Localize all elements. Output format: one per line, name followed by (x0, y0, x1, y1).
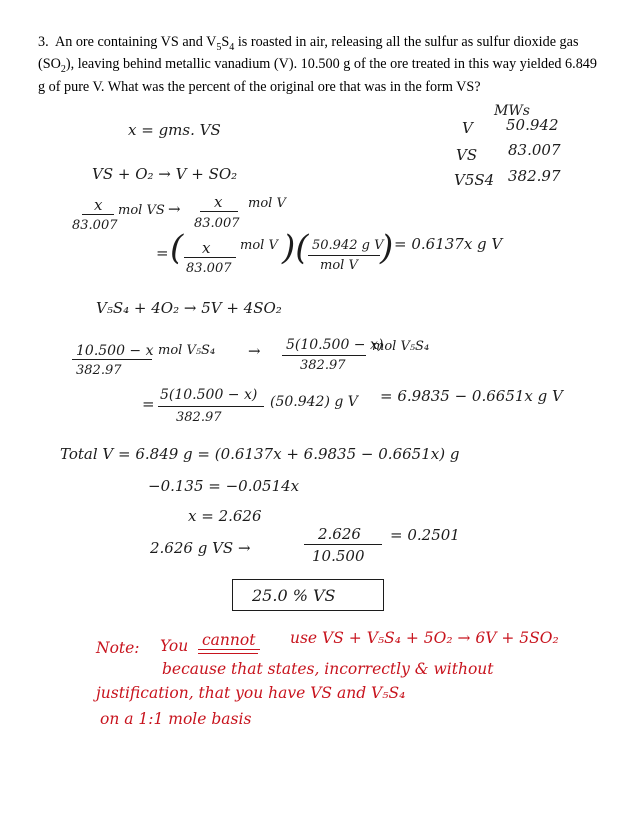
fraction-bar (158, 406, 264, 407)
problem-text-b: S (221, 34, 230, 50)
step2-den: 83.007 (186, 261, 232, 276)
step3-den: 382.97 (76, 363, 122, 378)
step2-result: = 0.6137x g V (394, 235, 503, 253)
step4-mid: (50.942) g V (270, 394, 358, 410)
reaction-1: VS + O₂ → V + SO₂ (92, 165, 238, 183)
step3-rhs-num: 5(10.500 − x) (286, 337, 384, 353)
close-paren: ) (380, 228, 394, 268)
work-line-c-den: 10.500 (312, 547, 365, 565)
fraction-bar (282, 355, 366, 356)
mw-value-vs: 83.007 (508, 141, 561, 159)
step4-eq: = (142, 395, 155, 413)
note-line2: because that states, incorrectly & without (162, 660, 494, 678)
note-line1-b: use VS + V₅S₄ + 5O₂ → 6V + 5SO₂ (290, 629, 559, 647)
step3-arrow: → (248, 342, 261, 360)
subscript: 2 (60, 64, 66, 76)
fraction-bar (308, 255, 380, 256)
mw-header: MWs (494, 103, 530, 119)
step2-conv-den: mol V (320, 258, 358, 273)
step3-num: 10.500 − x (76, 343, 154, 359)
work-line-a: −0.135 = −0.0514x (148, 477, 300, 495)
step2-unit: mol V (240, 238, 278, 253)
step4-num: 5(10.500 − x) (160, 387, 258, 403)
mw-species-v: V (462, 119, 473, 137)
fraction-bar (304, 544, 382, 545)
mw-value-v5s4: 382.97 (508, 167, 561, 185)
mw-value-v: 50.942 (506, 116, 559, 134)
step1-num: x (94, 196, 103, 214)
total-v-equation: Total V = 6.849 g = (0.6137x + 6.9835 − 0.6651x) g (60, 445, 460, 463)
problem-text-a: An ore containing VS and V (54, 34, 217, 50)
step3-rhs-unit: mol V₅S₄ (372, 339, 430, 354)
subscript: 4 (229, 41, 235, 53)
note-line1-a: You (160, 637, 189, 655)
step3-unit: mol V₅S₄ (158, 343, 216, 358)
subscript: 5 (216, 41, 222, 53)
step4-result: = 6.9835 − 0.6651x g V (380, 387, 563, 405)
step1-unit: mol VS (118, 203, 165, 218)
problem-text-c: is roasted in air, releasing all the sulfur as sulfur dioxide gas (SO (38, 34, 579, 73)
mw-species-vs: VS (456, 146, 478, 164)
work-line-c-num: 2.626 (318, 525, 361, 543)
reaction-2: V₅S₄ + 4O₂ → 5V + 4SO₂ (96, 299, 282, 317)
mw-species-v5s4: V5S4 (454, 171, 495, 189)
step1-arrow: → (168, 200, 181, 218)
emphasis-underline (198, 649, 260, 650)
step3-rhs-den: 382.97 (300, 358, 346, 373)
fraction-bar (200, 211, 238, 212)
fraction-bar (72, 359, 152, 360)
open-paren: ( (170, 228, 184, 268)
x-definition: x = gms. VS (128, 121, 221, 139)
step1-rhs-unit: mol V (248, 196, 286, 211)
step1-den: 83.007 (72, 218, 118, 233)
step1-rhs-den: 83.007 (194, 216, 240, 231)
note-label: Note: (96, 639, 140, 657)
note-line3: justification, that you have VS and V₅S₄ (96, 684, 406, 702)
problem-statement (38, 34, 604, 96)
step1-rhs-num: x (214, 193, 223, 211)
step4-den: 382.97 (176, 410, 222, 425)
emphasis-underline (198, 653, 258, 654)
work-line-b: x = 2.626 (188, 507, 262, 525)
step2-conv-num: 50.942 g V (312, 238, 384, 253)
final-answer: 25.0 % VS (252, 586, 336, 605)
work-line-c-left: 2.626 g VS → (150, 539, 251, 557)
fraction-bar (184, 257, 236, 258)
step2-num: x (202, 239, 211, 257)
problem-number: 3. (38, 34, 49, 50)
note-line1-emph: cannot (202, 631, 256, 649)
step2-eq: = (156, 244, 169, 262)
problem-text-d: ), leaving behind metallic vanadium (V). 10.500 g of the ore treated in this way yielded 6.849 g of pure V. What was the percent of the original ore that was in the form VS? (38, 56, 597, 95)
work-line-c-result: = 0.2501 (390, 526, 460, 544)
fraction-bar (82, 214, 114, 215)
note-line4: on a 1:1 mole basis (100, 710, 252, 728)
close-paren: )( (282, 228, 309, 268)
